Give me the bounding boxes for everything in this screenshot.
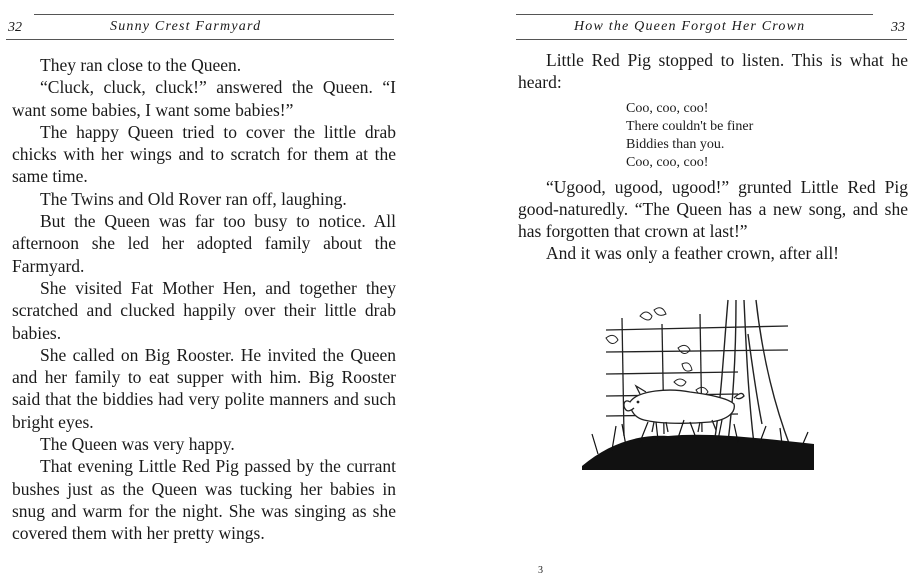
paragraph: She called on Big Rooster. He invited the Queen and her family to eat supper with him. Big Rooster said that the biddies had very polite manners and such bright eyes. bbox=[12, 344, 396, 432]
header-rule bbox=[516, 39, 907, 40]
paragraph: She visited Fat Mother Hen, and together they scratched and clucked happily over their little drab babies. bbox=[12, 277, 396, 343]
pig-illustration bbox=[578, 294, 818, 474]
right-page-text bbox=[518, 49, 908, 265]
paragraph: The Twins and Old Rover ran off, laughing. bbox=[40, 188, 347, 209]
running-head: How the Queen Forgot Her Crown bbox=[574, 19, 806, 34]
left-page-header bbox=[0, 14, 400, 40]
right-page bbox=[512, 0, 913, 577]
header-rule bbox=[6, 39, 394, 40]
verse-line: Biddies than you. bbox=[626, 136, 725, 152]
paragraph: But the Queen was far too busy to notice. All afternoon she led her adopted family about the Farmyard. bbox=[12, 211, 396, 276]
right-page-header bbox=[512, 14, 913, 40]
song-verse bbox=[626, 100, 908, 172]
page-number: 33 bbox=[891, 20, 905, 35]
pig-by-tree-and-fence-illustration bbox=[578, 294, 818, 474]
paragraph: The Queen was very happy. bbox=[40, 434, 235, 455]
paragraph: They ran close to the Queen. bbox=[40, 55, 242, 75]
left-page-text bbox=[12, 54, 396, 545]
verse-line: There couldn't be finer bbox=[626, 118, 754, 134]
left-page bbox=[0, 0, 400, 577]
paragraph: “Ugood, ugood, ugood!” grunted Little Red Pig good-naturedly. “The Queen has a new song, and she has forgotten that crown at last!” bbox=[518, 176, 908, 242]
paragraph: That evening Little Red Pig passed by the currant bushes just as the Queen was tucking her babies in snug and warm for the night. She was singing as she covered them with her pretty wings. bbox=[12, 456, 396, 544]
header-rule bbox=[34, 14, 394, 15]
paragraph: Little Red Pig stopped to listen. This is what he heard: bbox=[518, 50, 908, 93]
folio-number: 3 bbox=[538, 565, 543, 576]
verse-line: Coo, coo, coo! bbox=[626, 154, 709, 170]
paragraph: And it was only a feather crown, after all! bbox=[546, 243, 840, 264]
paragraph: “Cluck, cluck, cluck!” answered the Queen. “I want some babies, I want some babies!” bbox=[12, 77, 396, 120]
verse-line: Coo, coo, coo! bbox=[626, 100, 709, 116]
running-head: Sunny Crest Farmyard bbox=[110, 19, 262, 34]
header-rule bbox=[516, 14, 873, 15]
paragraph: The happy Queen tried to cover the little drab chicks with her wings and to scratch for them at the same time. bbox=[12, 121, 396, 187]
page-number: 32 bbox=[8, 20, 22, 35]
